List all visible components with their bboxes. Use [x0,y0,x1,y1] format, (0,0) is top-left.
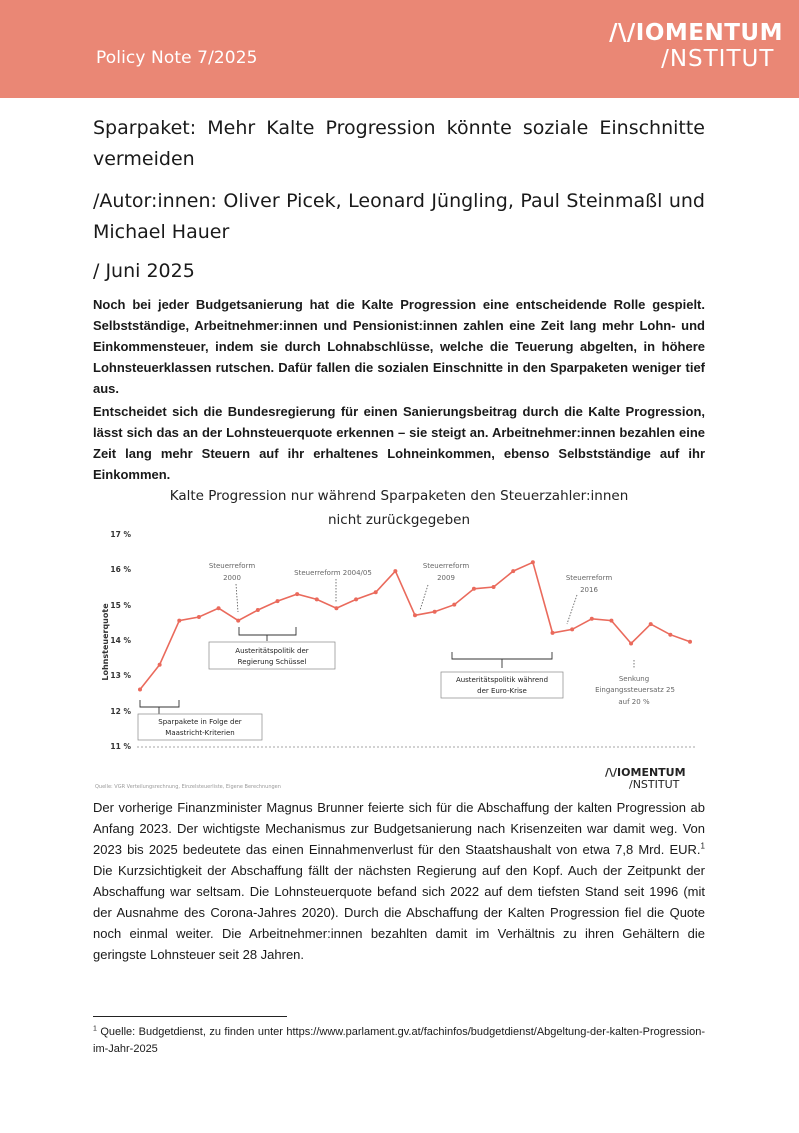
data-point [433,610,437,614]
data-point [413,613,417,617]
data-point [315,597,319,601]
annotation-reform-2000-year: 2000 [223,574,241,582]
data-point [629,642,633,646]
annotation-pointer [567,595,577,624]
data-point [551,631,555,635]
data-point [570,627,574,631]
data-point [393,569,397,573]
data-point [158,663,162,667]
y-tick-label: 16 % [110,565,131,574]
annotation-pointer [236,584,238,612]
data-point [374,590,378,594]
data-point [236,619,240,623]
data-point [649,622,653,626]
label-maastricht-2: Maastricht-Kriterien [165,729,235,737]
policy-note-label: Policy Note 7/2025 [96,48,258,68]
data-point [590,617,594,621]
label-schuessel-2: Regierung Schüssel [237,658,307,666]
annotation-senkung-3: auf 20 % [618,698,650,706]
y-axis [110,530,131,751]
annotation-pointer [420,585,428,610]
y-tick-label: 13 % [110,671,131,680]
data-point [177,619,181,623]
bracket-maastricht [140,700,179,714]
y-axis-label: Lohnsteuerquote [101,603,110,681]
bracket-euro [452,652,552,668]
body-paragraph [93,797,705,965]
y-tick-label: 14 % [110,636,131,645]
data-point [334,606,338,610]
data-point [688,640,692,644]
data-point [295,592,299,596]
data-point [492,585,496,589]
data-point [609,619,613,623]
annotation-senkung-2: Eingangssteuersatz 25 [595,686,675,694]
chart-logo-line-2: /NSTITUT [629,778,680,791]
y-tick-label: 11 % [110,742,131,751]
momentum-logo [609,20,783,72]
data-point [276,599,280,603]
y-tick-label: 12 % [110,707,131,716]
data-point [531,560,535,564]
footnote-text: Quelle: Budgetdienst, zu finden unter https://www.parlament.gv.at/fachinfos/budgetdienst/Abgeltung-der-kalten-Progression-im-Jahr-2025 [93,1026,705,1055]
annotation-reform-2004: Steuerreform 2004/05 [294,569,372,577]
footnote [93,1024,705,1058]
annotation-senkung-1: Senkung [618,675,650,683]
label-euro-2: der Euro-Krise [477,687,527,695]
data-point [452,603,456,607]
annotation-reform-2000: Steuerreform [208,562,256,570]
footnote-divider [93,1016,287,1017]
lead-paragraph-2: Entscheidet sich die Bundesregierung für einen Sanierungsbeitrag durch die Kalte Progression, lässt sich das an der Lohnsteuerquote erkennen – sie steigt an. Arbeitnehmer:innen bezahlen eine Zeit lang mehr Steuern auf ihr erhaltenes Lohneinkommen, ebenso Selbstständige auf ihr Einkommen. [93,404,705,482]
y-tick-label: 15 % [110,601,131,610]
page-title: Sparpaket: Mehr Kalte Progression könnte soziale Einschnitte vermeiden [93,117,705,170]
header-banner [0,0,799,98]
label-maastricht-1: Sparpakete in Folge der [158,718,242,726]
annotation-reform-2009: Steuerreform [422,562,470,570]
chart-annotations [138,562,675,740]
data-point [354,597,358,601]
label-euro-1: Austeritätspolitik während [455,676,549,684]
data-point [256,608,260,612]
chart-logo-line-1: /\/IOMENTUM [605,766,686,779]
data-point [668,633,672,637]
bracket-schuessel [239,627,296,641]
body-text-part-1: Der vorherige Finanzminister Magnus Brunner feierte sich für die Abschaffung der kalten Progression ab Anfang 2023. Der wichtigste Mechanismus zur Budgetsanierung nach Krisenzeiten war damit weg. Von 2023 bis 2025 bedeutete das einen Einnahmenverlust für den Staatshaushalt von etwa 7,8 Mrd. EUR. [93,800,705,857]
logo-line-1: /\/IOMENTUM [609,20,783,46]
annotation-reform-2009-year: 2009 [437,574,455,582]
publication-date: / Juni 2025 [93,260,195,282]
data-point [138,687,142,691]
tax-ratio-chart [93,482,705,794]
annotation-reform-2016: Steuerreform [565,574,613,582]
footnote-number: 1 [93,1025,97,1033]
authors: /Autor:innen: Oliver Picek, Leonard Jüngling, Paul Steinmaßl und Michael Hauer [93,190,705,243]
data-point [472,587,476,591]
data-point [511,569,515,573]
footnote-ref[interactable]: 1 [700,841,705,851]
logo-line-2: /NSTITUT [661,46,775,72]
chart-title-line-1: Kalte Progression nur während Sparpaketen den Steuerzahler:innen [169,488,629,504]
chart-source: Quelle: VGR Verteilungsrechnung, Einzelsteuerliste, Eigene Berechnungen [95,784,281,790]
data-point [197,615,201,619]
body-text-part-2: Die Kurzsichtigkeit der Abschaffung fällt der nächsten Regierung auf den Kopf. Auch der Zeitpunkt der Abschaffung war seltsam. Die Lohnsteuerquote befand sich 2022 auf dem tiefsten Stand seit 1996 (mit der Ausnahme des Corona-Jahres 2020). Durch die Abschaffung der Kalten Progression fiel die Quote noch einmal weiter. Die Arbeitnehmer:innen bezahlten damit im Verhältnis zu ihren Gehältern die geringste Lohnsteuer seit 28 Jahren. [93,863,705,962]
y-tick-label: 17 % [110,530,131,539]
annotation-reform-2016-year: 2016 [580,586,598,594]
chart-title-line-2: nicht zurückgegeben [327,512,471,528]
data-point [217,606,221,610]
label-schuessel-1: Austeritätspolitik der [235,647,309,655]
lead-paragraph-1: Noch bei jeder Budgetsanierung hat die Kalte Progression eine entscheidende Rolle gespielt. Selbstständige, Arbeitnehmer:innen und Pensionist:innen zahlen eine Zeit lang mehr Lohn- und Einkommensteuer, indem sie durch Lohnabschlüsse, welche die Teuerung abgelten, in höhere Lohnsteuerklassen rutschen. Dafür fallen die sozialen Einschnitte in den Sparpaketen weniger tief aus. [93,297,705,396]
